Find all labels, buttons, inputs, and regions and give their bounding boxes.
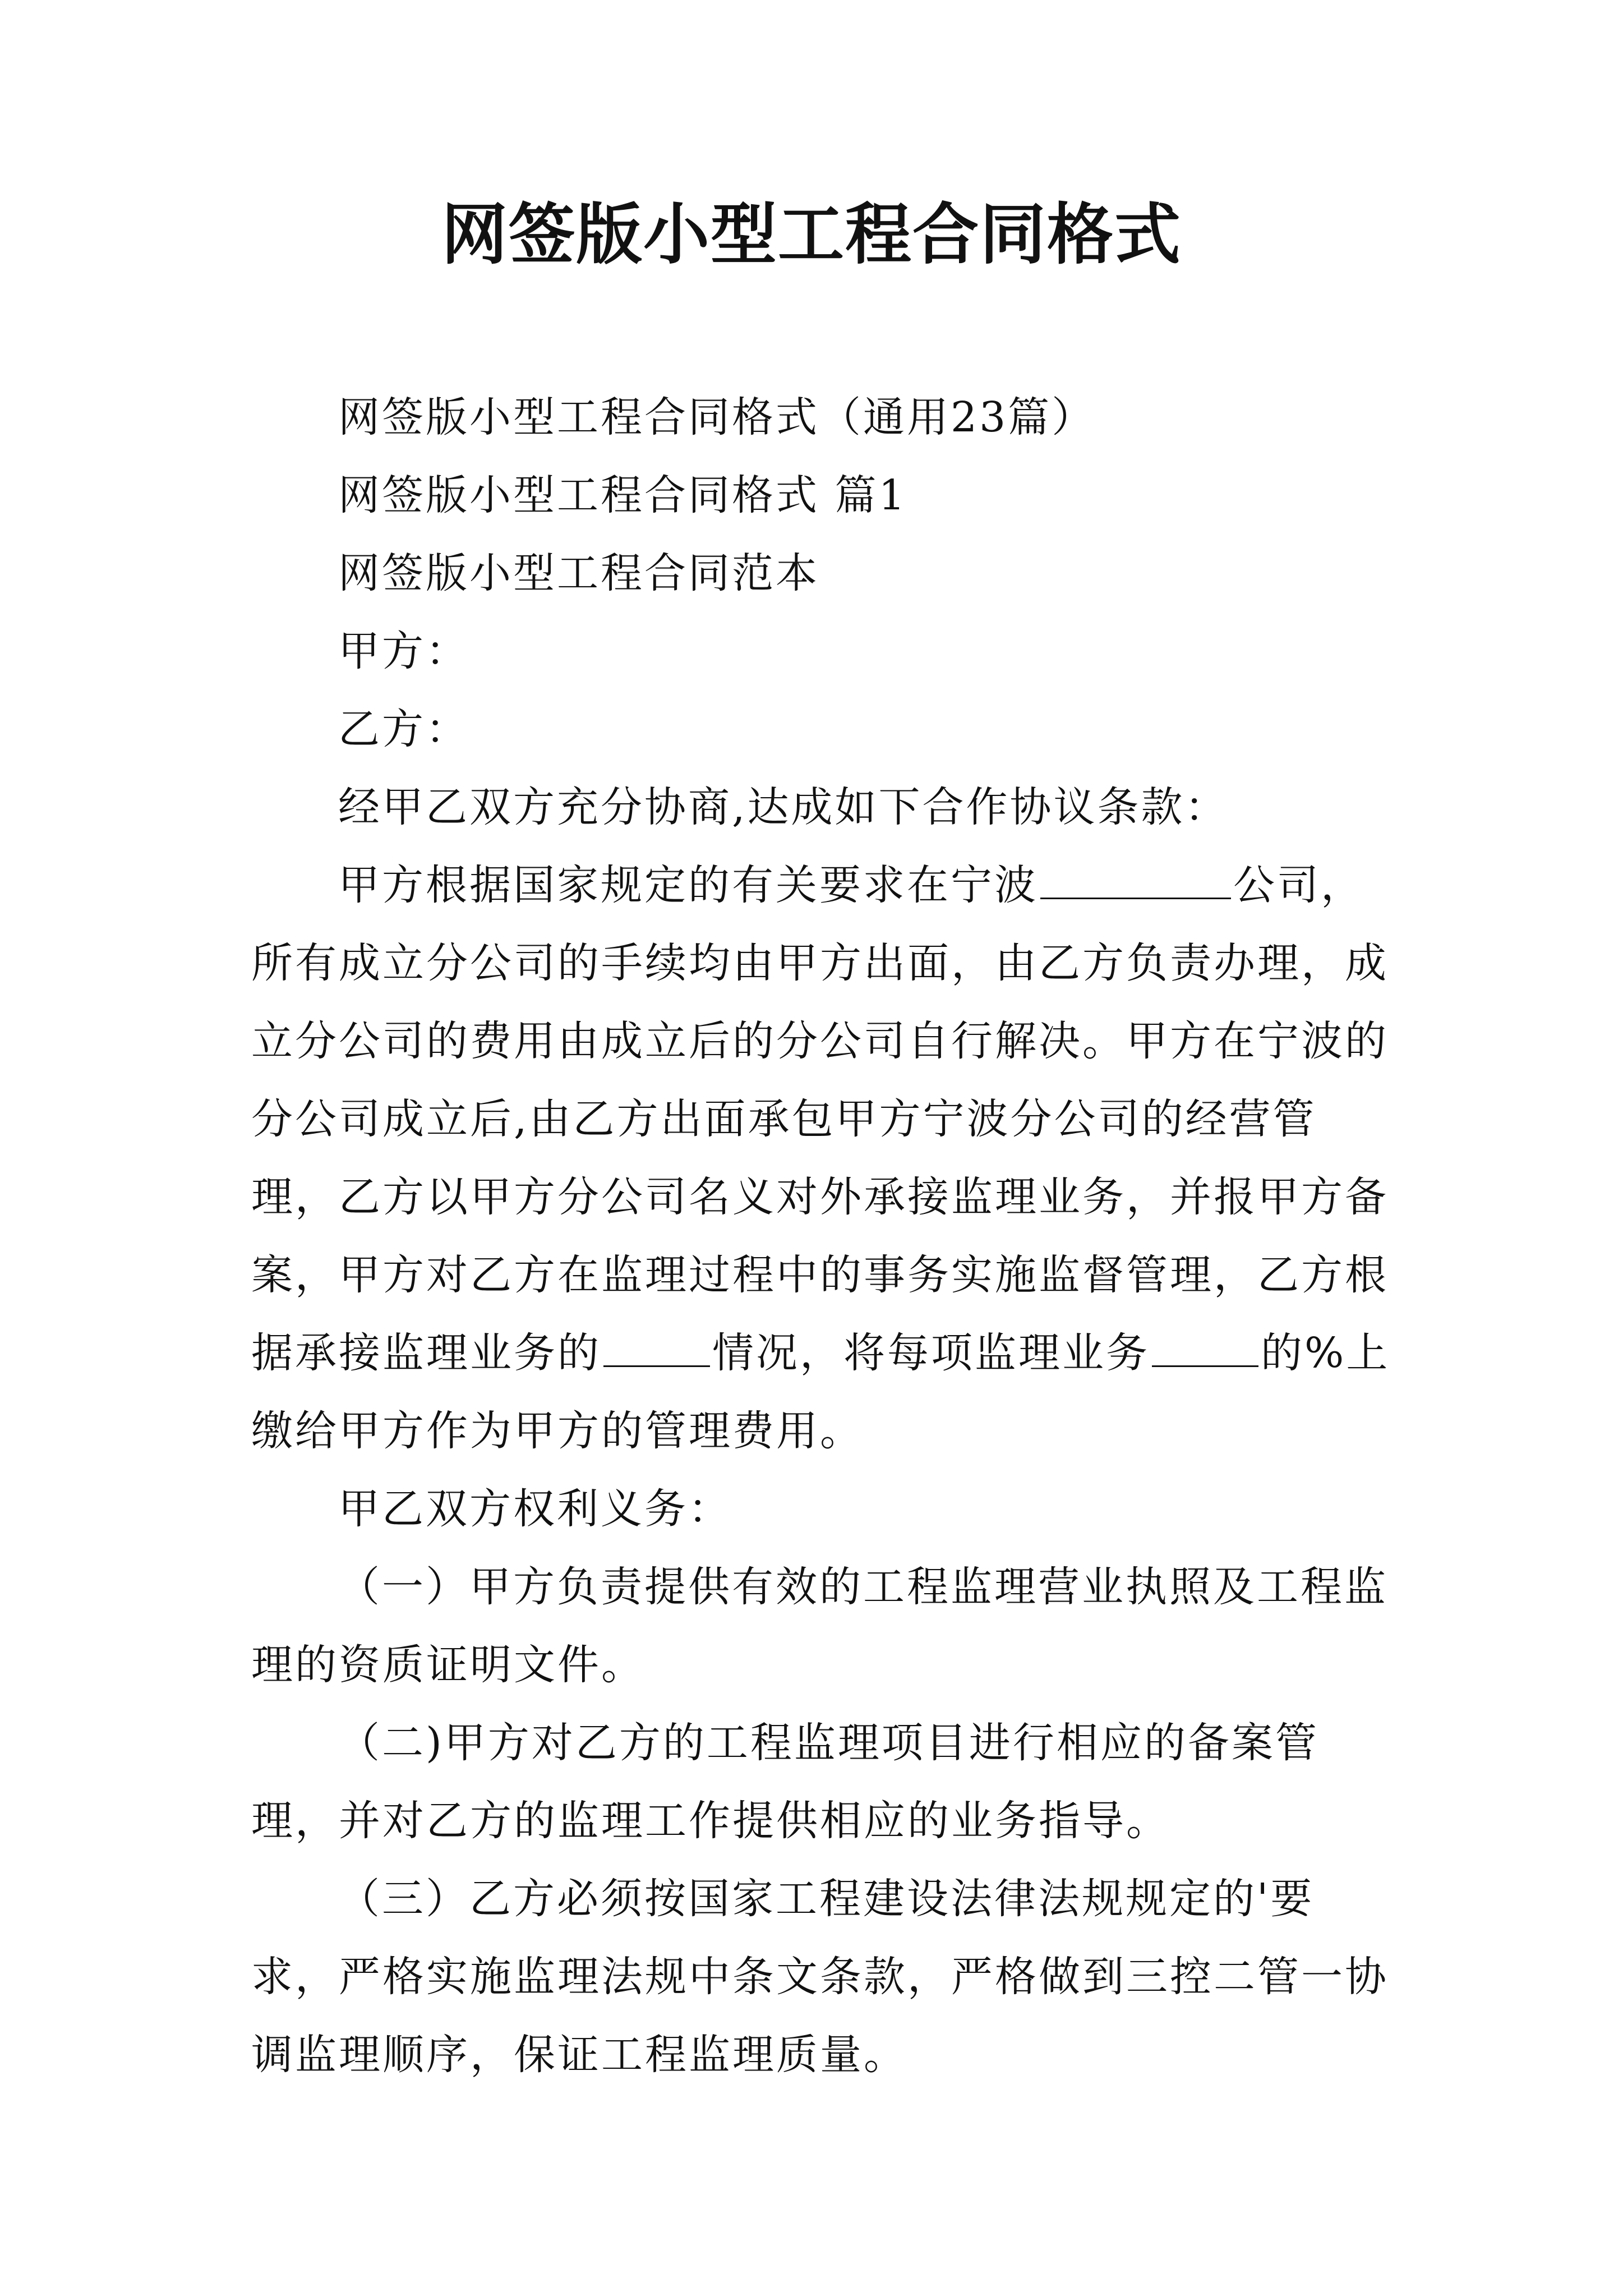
terms-part-b: 公司，所有成立分公司的手续均由甲方出面，由乙方负责办理，成立分公司的费用由成立后的分公司自行解决。甲方在宁波的分公司成立后,由乙方出面承包甲方宁波分公司的经营管理，乙方以甲方分公司名义对外承接监理业务，并报甲方备案，甲方对乙方在监理过程中的事务实施监督管理，乙方根据承接监理业务的 xyxy=(251,861,1389,1377)
document-title: 网签版小型工程合同格式 xyxy=(441,195,1182,273)
terms-part-c: 情况，将每项监理业务 xyxy=(712,1329,1150,1377)
paragraph-main-terms xyxy=(251,846,1401,1470)
blank-company-name xyxy=(1040,858,1231,899)
paragraph-template-name: 网签版小型工程合同范本 xyxy=(338,549,819,597)
blank-fee-base xyxy=(1152,1326,1258,1367)
paragraph-clause-3: （三）乙方必须按国家工程建设法律法规规定的'要求，严格实施监理法规中条文条款，严格做到三控二管一协调监理顺序，保证工程监理质量。 xyxy=(251,1875,1389,2079)
paragraph-clause-2: （二)甲方对乙方的工程监理项目进行相应的备案管理，并对乙方的监理工作提供相应的业务指导。 xyxy=(251,1719,1319,1845)
paragraph-rights-heading: 甲乙双方权利义务： xyxy=(338,1485,732,1533)
paragraph-subtitle: 网签版小型工程合同格式（通用23篇） xyxy=(338,393,1096,441)
terms-part-d: 的%上缴给甲方作为甲方的管理费用。 xyxy=(251,1329,1390,1455)
paragraph-chapter: 网签版小型工程合同格式 篇1 xyxy=(338,471,907,519)
paragraph-agreement-intro: 经甲乙双方充分协商,达成如下合作协议条款： xyxy=(338,783,1229,831)
paragraph-clause-1: （一）甲方负责提供有效的工程监理营业执照及工程监理的资质证明文件。 xyxy=(251,1563,1388,1689)
terms-part-a: 甲方根据国家规定的有关要求在宁波 xyxy=(338,861,1038,909)
document-body xyxy=(251,379,1401,2094)
paragraph-party-b: 乙方： xyxy=(338,705,469,753)
paragraph-party-a: 甲方： xyxy=(338,627,469,675)
blank-status xyxy=(603,1326,710,1367)
